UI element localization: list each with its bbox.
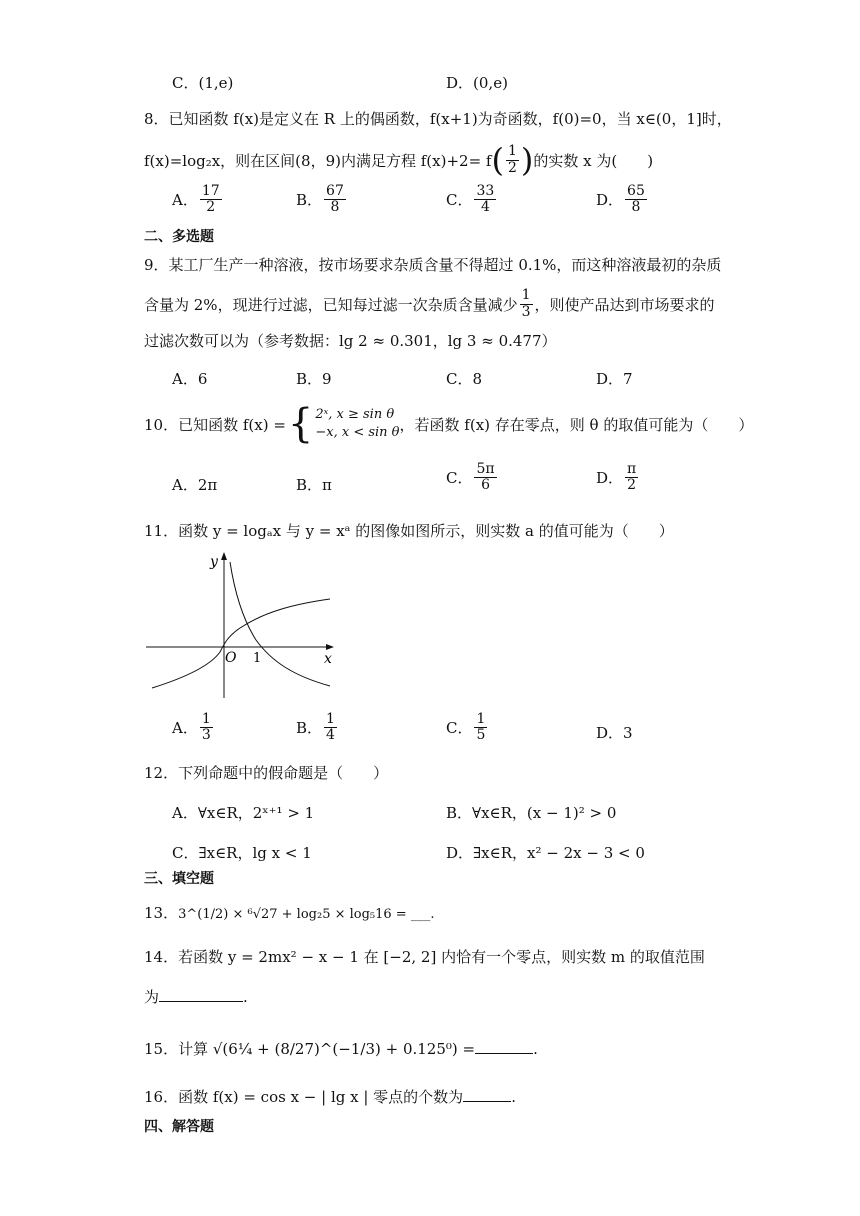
q10-c-den: 6 (481, 477, 490, 494)
q8-d-num: 65 (627, 183, 645, 199)
q9-line2-post: ，则使产品达到市场要求的 (534, 295, 715, 314)
q10-option-c-label: C． (446, 469, 473, 488)
q10-d-den: 2 (627, 477, 637, 494)
q10-c-num: 5π (476, 461, 495, 477)
q10-text (144, 400, 753, 448)
q8-option-a (172, 184, 224, 216)
log-curve (230, 562, 330, 686)
q11-graph (144, 548, 344, 704)
q15-answer-blank[interactable] (475, 1041, 533, 1054)
q13-expression: 3^(1/2) × ⁶√27 + log₂5 × log₅16 = ___. (178, 907, 435, 922)
q8-option-a-frac (200, 184, 222, 216)
q15 (144, 1038, 538, 1059)
q14-answer-blank[interactable] (159, 989, 243, 1002)
q8-paren-open: ( (491, 141, 504, 179)
section-heading-answer: 四、解答题 (144, 1119, 214, 1135)
q10-pre: 10．已知函数 f(x) = (144, 415, 286, 434)
q10-option-b: B．π (296, 476, 332, 494)
q11-option-c-label: C． (446, 719, 473, 738)
q8-c-num: 33 (476, 183, 495, 199)
q11-option-a-label: A． (172, 719, 198, 738)
q8-line2-post: 的实数 x 为( ) (533, 151, 654, 170)
q8-line1: 8．已知函数 f(x)是定义在 R 上的偶函数，f(x+1)为奇函数，f(0)=0，当 x∈(0，1]时， (144, 110, 732, 128)
q13-number: 13． (144, 904, 179, 922)
q15-end: . (533, 1040, 538, 1058)
q11-option-c-frac (474, 712, 487, 744)
q10-option-d-frac (625, 462, 638, 494)
q10-option-d-label: D． (596, 469, 624, 488)
q8-option-d (596, 184, 649, 216)
q7-option-c: C．(1,e) (172, 74, 234, 92)
q10-case2: −x, x < sin θ (315, 425, 400, 440)
q9-frac-den: 3 (521, 303, 531, 320)
q16 (144, 1086, 516, 1107)
q11-a-den: 3 (201, 727, 211, 744)
q15-pre: 15．计算 (144, 1040, 209, 1058)
q14-line2-text: 为 (144, 988, 160, 1006)
q9-line1: 9．某工厂生产一种溶液，按市场要求杂质含量不得超过 0.1%，而这种溶液最初的杂质 (144, 256, 722, 274)
x-axis-label: x (324, 651, 332, 667)
q8-option-d-label: D． (596, 191, 624, 210)
q10-brace: { (287, 401, 314, 447)
x-axis-arrow-icon (326, 644, 334, 650)
tick-1-label: 1 (253, 651, 262, 666)
q9-option-b: B．9 (296, 370, 332, 388)
q11-b-num: 1 (326, 711, 335, 727)
q11-option-b (296, 712, 339, 744)
q10-d-num: π (627, 461, 637, 477)
y-axis-arrow-icon (221, 552, 227, 560)
q10-post: ，若函数 f(x) 存在零点，则 θ 的取值可能为（ ） (399, 415, 754, 434)
q8-option-a-label: A． (172, 191, 198, 210)
q14-line1: 14．若函数 y = 2mx² − x − 1 在 [−2, 2] 内恰有一个零点，则实数 m 的取值范围 (144, 948, 705, 966)
q12-text: 12．下列命题中的假命题是（ ） (144, 764, 389, 782)
q8-a-den: 2 (206, 199, 216, 216)
q11-a-num: 1 (201, 711, 211, 727)
q8-c-den: 4 (480, 199, 490, 216)
y-axis-label: y (210, 554, 218, 570)
q8-option-b-label: B． (296, 191, 323, 210)
q12-option-d: D．∃x∈R，x² − 2x − 3 < 0 (446, 844, 645, 862)
q9-line3: 过滤次数可以为（参考数据：lg 2 ≈ 0.301，lg 3 ≈ 0.477） (144, 332, 557, 350)
q8-frac-den: 2 (507, 159, 517, 176)
q11-option-b-label: B． (296, 719, 323, 738)
q10-option-c-frac (474, 462, 496, 494)
q9-option-d: D．7 (596, 370, 633, 388)
q11-b-den: 4 (326, 727, 335, 744)
q8-b-num: 67 (326, 183, 344, 199)
q11-c-den: 5 (476, 727, 486, 744)
q11-option-c (446, 712, 489, 744)
q9-line2 (144, 284, 715, 324)
q16-answer-blank[interactable] (463, 1089, 511, 1102)
q8-line2-pre: f(x)=log₂x，则在区间(8，9)内满足方程 f(x)+2= f (144, 151, 492, 170)
q9-fraction (520, 288, 533, 320)
q9-line2-pre: 含量为 2%，现进行过滤，已知每过滤一次杂质含量减少 (144, 295, 518, 314)
q13 (144, 902, 434, 923)
q8-d-den: 8 (631, 199, 641, 216)
power-curve (152, 599, 330, 688)
q12-option-b: B．∀x∈R，(x − 1)² > 0 (446, 804, 617, 822)
q12-option-a: A．∀x∈R，2ˣ⁺¹ > 1 (172, 804, 315, 822)
q10-option-d (596, 462, 640, 494)
q16-text: 16．函数 f(x) = cos x − | lg x | 零点的个数为 (144, 1088, 464, 1106)
q11-text: 11．函数 y = logₐx 与 y = xᵃ 的图像如图所示，则实数 a 的值可能为（ ） (144, 522, 674, 540)
q11-c-num: 1 (476, 711, 486, 727)
q11-option-d: D．3 (596, 724, 633, 742)
q16-end: . (511, 1088, 516, 1106)
q10-option-a: A．2π (172, 476, 218, 494)
q8-a-num: 17 (201, 183, 220, 199)
q8-option-c-label: C． (446, 191, 473, 210)
q8-frac-num: 1 (507, 143, 517, 160)
q8-paren-close: ) (520, 141, 534, 179)
q8-option-b-frac (324, 184, 346, 216)
q10-option-c (446, 462, 499, 494)
q8-option-c (446, 184, 498, 216)
q8-option-b (296, 184, 348, 216)
origin-label: O (225, 650, 237, 666)
q8-line2 (144, 140, 653, 180)
q8-b-den: 8 (330, 199, 340, 216)
q10-cases (315, 406, 399, 442)
q8-option-c-frac (474, 184, 496, 216)
q11-option-a-frac (200, 712, 213, 744)
section-heading-multi-choice: 二、多选题 (144, 229, 214, 245)
q10-case1: 2ˣ, x ≥ sin θ (315, 406, 395, 422)
q9-option-a: A．6 (172, 370, 208, 388)
q14-line2: 为 . (144, 988, 248, 1006)
q15-expression: √(6¼ + (8/27)^(−1/3) + 0.125⁰) = (212, 1040, 476, 1058)
q9-frac-num: 1 (521, 287, 531, 304)
q7-option-d: D．(0,e) (446, 74, 508, 92)
q11-option-b-frac (324, 712, 337, 744)
q8-option-d-frac (625, 184, 647, 216)
q12-option-c: C．∃x∈R，lg x < 1 (172, 844, 312, 862)
q8-fraction (506, 144, 519, 176)
q9-option-c: C．8 (446, 370, 483, 388)
section-heading-fill-in: 三、填空题 (144, 871, 214, 887)
q11-option-a (172, 712, 215, 744)
